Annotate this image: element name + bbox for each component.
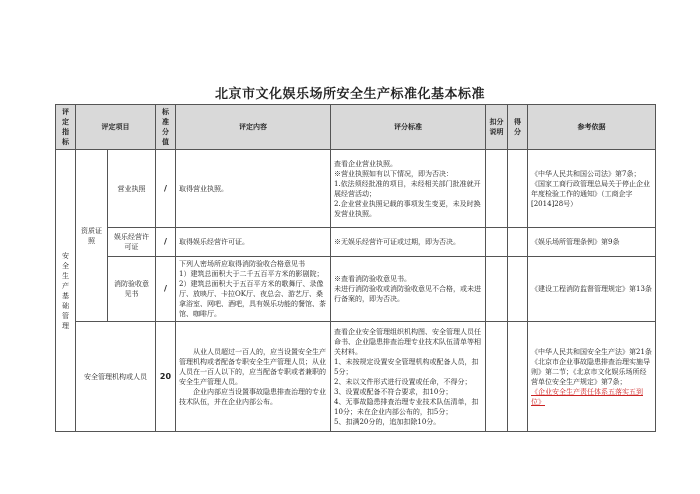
header-deduction: 扣分说明 [486,105,508,150]
score-cell: / [156,150,176,228]
content-cell: 取得娱乐经营许可证。 [176,228,331,257]
points-cell [508,150,528,228]
table-row [56,150,656,228]
deduction-cell [486,228,508,257]
table-row [56,322,656,432]
header-score: 标准分值 [156,105,176,150]
points-cell [508,228,528,257]
content-cell: 下列人密场所应取得消防验收合格意见书 1）建筑总面积大于二千五百平方米的影剧院； 2）建筑总面积大于五百平方米的歌舞厅、录像厅、放映厅、卡拉OK厅、夜总会、游艺厅、桑拿浴室、网吧、酒吧，具有娱乐功能的餐馆、茶馆、咖啡厅。 [176,257,331,322]
page-title: 北京市文化娱乐场所安全生产标准化基本标准 [214,87,485,102]
criteria-cell: 查看企业安全管理组织机构图、安全管理人员任命书、企业隐患排查治理专业技术队伍清单等相关材料。 1、未按规定设置安全管理机构或配备人员，扣5分； 2、未以文件形式进行设置或任命，不得分； 3、设置或配备不符合要求，扣10分； 4、无事故隐患排查治理专业技术队伍清单，扣10分；未在企业内部公布的，扣5分； 5、扣满20分的，追加扣除10分。 [331,322,486,432]
basis-highlight: 《企业安全生产责任体系五落实五到位》 [531,387,643,406]
item-cell: 安全管理机构或人员 [76,322,156,432]
basis-cell: 《中华人民共和国公司法》第7条； 《国家工商行政管理总局关于停止企业年度检验工作的通知》（工商企字[2014]28号） [528,150,656,228]
item-cell: 消防验收意见书 [108,257,156,322]
table-row [56,228,656,257]
header-indicator: 评定指标 [56,105,76,150]
header-row [56,105,656,150]
indicator-cell: 安全生产基础管理 [56,150,76,432]
deduction-cell [486,150,508,228]
header-item: 评定项目 [76,105,156,150]
header-criteria: 评分标准 [331,105,486,150]
content-cell: 从业人员超过一百人的，应当设置安全生产管理机构或者配备专职安全生产管理人员；从业人员在一百人以下的，应当配备专职或者兼职的安全生产管理人员。 企业内部应当设置事故隐患排查治理的专业技术队伍，并在企业内部公布。 [176,322,331,432]
header-content: 评定内容 [176,105,331,150]
item-cell: 娱乐经营许可证 [108,228,156,257]
group-cell: 资质证照 [76,150,108,322]
basis-cell: 《娱乐场所管理条例》第9条 [528,228,656,257]
standards-table [55,104,656,432]
basis-cell: 《建设工程消防监督管理规定》第13条 [528,257,656,322]
table-row [56,257,656,322]
deduction-cell [486,322,508,432]
criteria-cell: ※查看消防验收意见书。 未进行消防验收或消防验收意见不合格，或未进行备案的，即为否决。 [331,257,486,322]
criteria-cell: ※无娱乐经营许可证或过期，即为否决。 [331,228,486,257]
score-cell: 20 [156,322,176,432]
header-basis: 参考依据 [528,105,656,150]
header-points: 得分 [508,105,528,150]
score-cell: / [156,257,176,322]
criteria-cell: 查看企业营业执照。 ※营业执照如有以下情况，即为否决： 1.依法须经批准的项目，未经相关部门批准就开展经营活动； 2.企业营业执照记载的事项发生变更，未及时换发营业执照。 [331,150,486,228]
basis-cell: 《中华人民共和国安全生产法》第21条 《北京市企业事故隐患排查治理实施导则》第二节；《北京市文化娱乐场所经营单位安全生产规定》第7条； 《企业安全生产责任体系五落实五到位》 [528,322,656,432]
score-cell: / [156,228,176,257]
item-cell: 营业执照 [108,150,156,228]
content-cell: 取得营业执照。 [176,150,331,228]
points-cell [508,322,528,432]
deduction-cell [486,257,508,322]
points-cell [508,257,528,322]
